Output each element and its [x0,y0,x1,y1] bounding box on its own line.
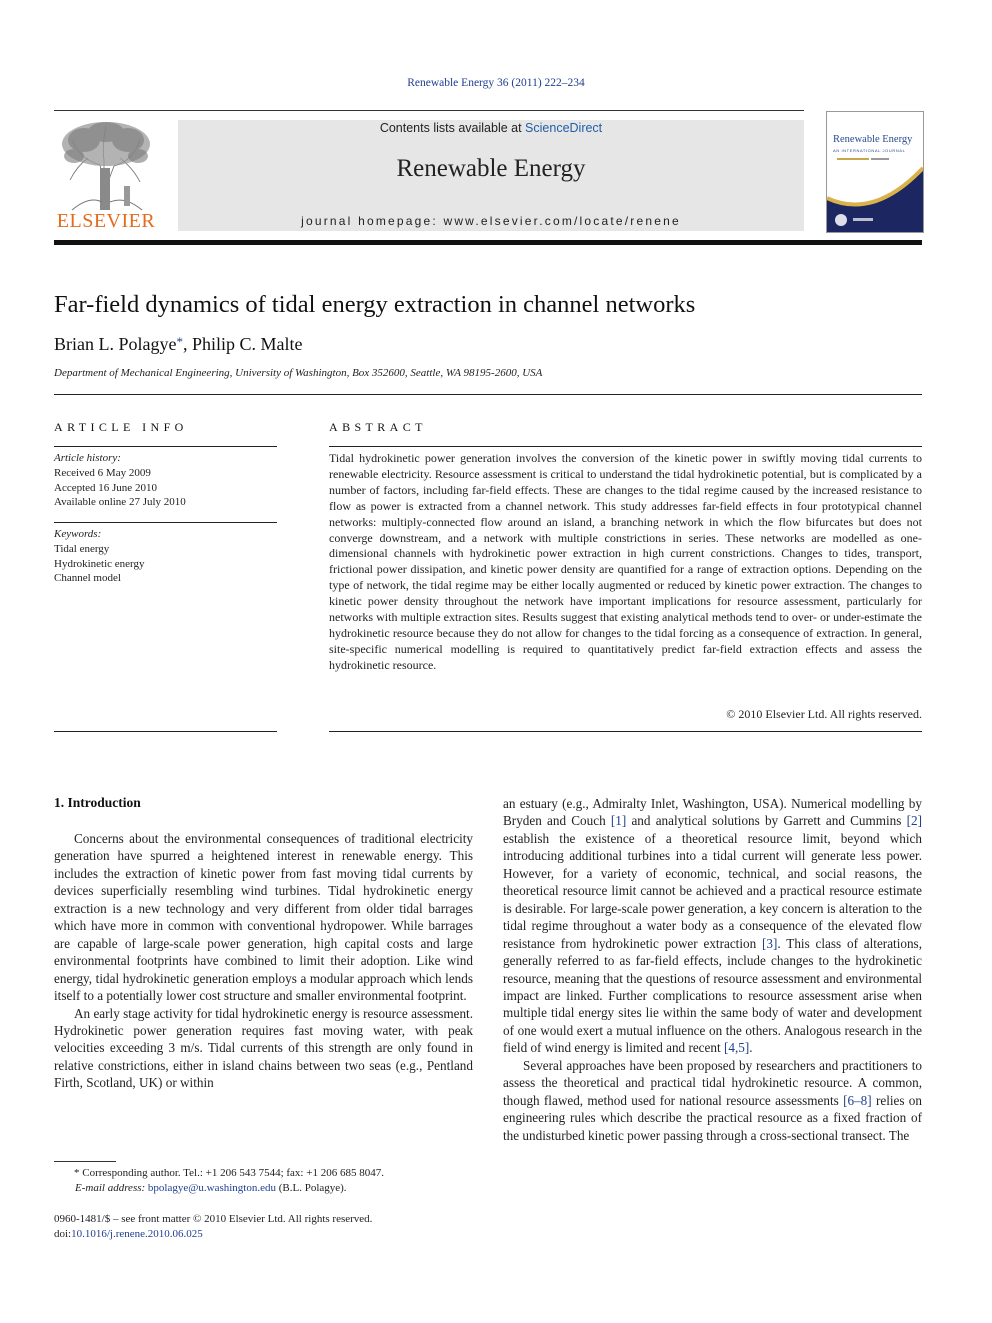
history-accepted: Accepted 16 June 2010 [54,481,157,494]
paragraph: Concerns about the environmental consequences of traditional electricity generation have spurred a heightened interest in renewable energy. This includes the extraction of kinetic power from fast moving tidal currents by devices superficially resembling wind turbines. Tidal hydrokinetic energy extraction is a new technology and very different from older tidal barrages which have more in common with conventional hydropower. While barrages are capable of large-scale power generation, high capital costs and large environmental footprints have combined to limit their adoption. Like wind energy, tidal hydrokinetic generation employs a modular approach which lends itself to a potentially lower cost structure and smaller environmental footprint. [54,831,473,1004]
reference-link[interactable]: [1] [610,813,627,829]
article-info-heading: ARTICLE INFO [54,420,188,434]
text-run: . This class of alterations, generally referred to as far-field effects, include changes to the hydrokinetic resource, meaning that the questions of resource assessment and environmental impact are linked. Further complications to resource assessment arise when multiple tidal energy sites lie within the same body of water and development of one would exert a mutual influence on the others. Analogous research in the field of wind energy is limited and recent [503,935,922,1056]
paragraph [503,1057,922,1144]
corresponding-author-note: * Corresponding author. Tel.: +1 206 543 7544; fax: +1 206 685 8047. [74,1167,384,1179]
article-history [54,466,186,510]
keyword: Hydrokinetic energy [54,557,145,570]
doi-line [54,1227,372,1242]
history-label: Article history: [54,452,121,464]
abstract-text: Tidal hydrokinetic power generation involves the conversion of the kinetic power in swiftly moving tidal currents to renewable electricity. Resource assessment is critical to understand the tidal hydrokinetic potential, but is complicated by a number of factors, including far-field effects. These are changes to the tidal regime caused by the increased resistance to flow as power is extracted from a channel network. This study addresses far-field effects in four prototypical channel networks: multiply-connected flow around an island, a branching network in which the flow bifurcates but does not converge downstream, and a network with multiple constrictions in series. These networks are modelled as one-dimensional channels with hydrokinetic power extraction in high current constrictions. Changes to tides, transport, frictional power dissipation, and kinetic power density are quantified for a range of extraction options. Depending on the type of network, the tidal regime may be either locally augmented or reduced by kinetic power extraction. The changes to kinetic power density throughout the network have important implications for resource assessment, particularly for networks with multiple extraction sites. Results suggest that existing analytical methods tend to over- or under-estimate the hydrokinetic resource because they do not allow for changes to the tidal forcing as a consequence of extraction. In general, site-specific numerical modelling is required to quantitatively predict far-field extraction effects and assess the hydrokinetic resource. [329,451,922,672]
text-run: Several approaches have been proposed by researchers and practitioners to assess the theoretical and practical tidal hydrokinetic resource. A common, though flawed, method used for national resource assessments [503,1057,922,1108]
footnote [54,1166,384,1196]
affiliation-rule [54,394,922,395]
journal-homepage[interactable]: journal homepage: www.elsevier.com/locate/renene [301,214,681,228]
abstract-rule-1 [329,446,922,447]
cover-subtitle: AN INTERNATIONAL JOURNAL [833,148,906,153]
keyword: Tidal energy [54,543,110,555]
corresponding-author-marker[interactable]: * [176,334,183,349]
contents-line [178,121,804,135]
footnote-rule [54,1161,116,1162]
email-line [54,1181,384,1196]
text-run: and analytical solutions by Garrett and Cummins [626,813,907,829]
journal-cover [826,111,924,233]
body-left-column [54,830,473,1092]
article-info-rule-2 [54,522,277,523]
header-rule-bottom [54,240,922,245]
article-info-rule-3 [54,731,277,732]
email-link[interactable]: bpolagye@u.washington.edu [147,1182,276,1194]
keywords-list [54,542,145,586]
issn-line: 0960-1481/$ – see front matter © 2010 Elsevier Ltd. All rights reserved. [54,1213,373,1225]
keywords-label: Keywords: [54,528,102,540]
introduction-heading: 1. Introduction [54,795,141,810]
journal-citation[interactable]: Renewable Energy 36 (2011) 222–234 [407,77,585,89]
doi-label: doi: [54,1228,72,1240]
journal-name: Renewable Energy [396,155,586,182]
reference-link[interactable]: [3] [762,935,778,951]
author-1[interactable]: Brian L. Polagye [54,334,177,354]
paragraph [503,795,922,1057]
body-right-column [503,795,922,1144]
reference-link[interactable]: [2] [906,813,922,829]
reference-link[interactable]: [4,5] [723,1040,750,1056]
history-online: Available online 27 July 2010 [54,496,186,508]
reference-link[interactable]: [6–8] [843,1092,872,1108]
abstract-heading: ABSTRACT [329,420,427,434]
article-title: Far-field dynamics of tidal energy extraction in channel networks [54,291,696,318]
contents-prefix: Contents lists available at [379,121,526,135]
text-run: establish the existence of a theoretical resource limit, beyond which introducing additional turbines into a tidal current will generate less power. However, for a variety of economic, technical, and social reasons, the theoretical resource limit cannot be achieved and a practical resource estimate is desirable. For large-scale power generation, a key concern is alteration to the tidal regime throughout a water body as a consequence of the elevated flow resistance from hydrokinetic power extraction [503,830,922,951]
email-suffix: (B.L. Polagye). [275,1182,347,1194]
article-info-rule-1 [54,446,277,447]
paragraph: An early stage activity for tidal hydrokinetic energy is resource assessment. Hydrokinetic power generation requires fast moving water, with peak velocities exceeding 3 m/s. Tidal currents of this strength are only found in relative constrictions, either in island chains between two seas (e.g., Pentland Firth, Scotland, UK) or within [54,1005,473,1091]
author-list [54,334,303,355]
affiliation: Department of Mechanical Engineering, University of Washington, Box 352600, Seattle, WA 98195-2600, USA [54,367,543,379]
author-2[interactable]: Philip C. Malte [191,334,303,354]
text-run: an estuary (e.g., Admiralty Inlet, Washington, USA). Numerical modelling by Bryden and Couch [503,796,922,829]
text-run: . [749,1040,753,1056]
header-rule-top [54,110,804,111]
cover-title: Renewable Energy [833,134,913,145]
abstract-copyright: © 2010 Elsevier Ltd. All rights reserved. [726,707,922,721]
sciencedirect-link[interactable]: ScienceDirect [525,121,603,135]
elsevier-wordmark: ELSEVIER [56,210,156,232]
author-separator: , [182,334,192,354]
text-run: relies on engineering rules which describe the practical resource as a fixed fraction of the undisturbed kinetic power passing through a cross-sectional transect. The [503,1092,922,1143]
abstract-rule-2 [329,731,922,732]
doi-link[interactable]: 10.1016/j.renene.2010.06.025 [71,1228,203,1240]
email-label: E-mail address: [75,1182,148,1194]
cover-art-icon [827,112,923,232]
front-matter [54,1212,372,1242]
tree-icon [54,120,158,212]
history-received: Received 6 May 2009 [54,467,151,479]
keyword: Channel model [54,572,121,584]
